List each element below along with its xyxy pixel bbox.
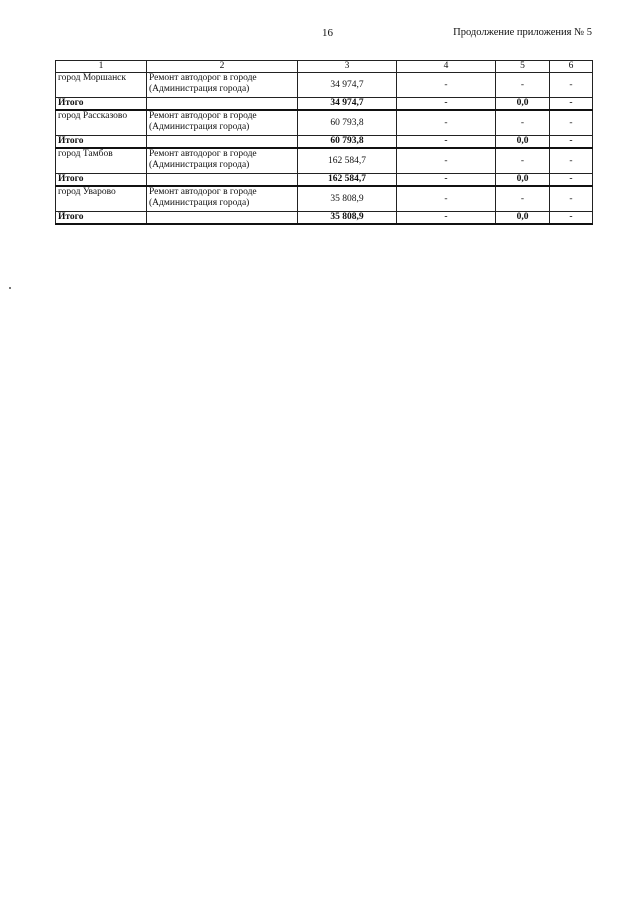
total-label: Итого: [56, 136, 147, 149]
value-cell: -: [496, 73, 550, 98]
empty-cell: [147, 136, 298, 149]
empty-cell: [147, 98, 298, 111]
city-name: город Уварово: [56, 186, 147, 212]
amount-cell: 35 808,9: [298, 186, 397, 212]
table-row: [56, 73, 593, 98]
column-number: 4: [397, 61, 496, 73]
amount-cell: 34 974,7: [298, 73, 397, 98]
amount-cell: 60 793,8: [298, 110, 397, 136]
total-amount: 162 584,7: [298, 174, 397, 187]
total-row: [56, 98, 593, 111]
total-label: Итого: [56, 174, 147, 187]
table-row: [56, 148, 593, 174]
city-name: город Рассказово: [56, 110, 147, 136]
value-cell: -: [397, 98, 496, 111]
continuation-caption: Продолжение приложения № 5: [453, 27, 592, 38]
column-number: 1: [56, 61, 147, 73]
value-cell: -: [397, 136, 496, 149]
value-cell: -: [496, 148, 550, 174]
empty-cell: [147, 174, 298, 187]
value-cell: -: [550, 148, 593, 174]
total-amount: 60 793,8: [298, 136, 397, 149]
value-cell: -: [550, 186, 593, 212]
value-cell: 0,0: [496, 136, 550, 149]
value-cell: -: [550, 174, 593, 187]
city-name: город Тамбов: [56, 148, 147, 174]
total-label: Итого: [56, 212, 147, 225]
total-amount: 35 808,9: [298, 212, 397, 225]
value-cell: -: [397, 186, 496, 212]
value-cell: -: [397, 174, 496, 187]
column-number: 6: [550, 61, 593, 73]
value-cell: 0,0: [496, 98, 550, 111]
table-row: [56, 110, 593, 136]
value-cell: -: [397, 148, 496, 174]
table-row: [56, 186, 593, 212]
total-row: [56, 212, 593, 225]
column-number: 3: [298, 61, 397, 73]
value-cell: -: [397, 110, 496, 136]
value-cell: -: [397, 212, 496, 225]
column-number: 5: [496, 61, 550, 73]
total-amount: 34 974,7: [298, 98, 397, 111]
work-description: Ремонт автодорог в городе (Администрация города): [147, 186, 298, 212]
value-cell: -: [496, 186, 550, 212]
empty-cell: [147, 212, 298, 225]
value-cell: -: [550, 98, 593, 111]
work-description: Ремонт автодорог в городе (Администрация города): [147, 148, 298, 174]
value-cell: 0,0: [496, 174, 550, 187]
total-row: [56, 174, 593, 187]
work-description: Ремонт автодорог в городе (Администрация города): [147, 110, 298, 136]
work-description: Ремонт автодорог в городе (Администрация города): [147, 73, 298, 98]
value-cell: -: [550, 136, 593, 149]
value-cell: -: [550, 73, 593, 98]
page-number: 16: [322, 27, 333, 39]
appendix-table: [55, 60, 593, 225]
column-number-row: [56, 61, 593, 73]
column-number: 2: [147, 61, 298, 73]
total-label: Итого: [56, 98, 147, 111]
value-cell: 0,0: [496, 212, 550, 225]
value-cell: -: [397, 73, 496, 98]
amount-cell: 162 584,7: [298, 148, 397, 174]
total-row: [56, 136, 593, 149]
scan-speck: [9, 287, 11, 289]
value-cell: -: [496, 110, 550, 136]
city-name: город Моршанск: [56, 73, 147, 98]
value-cell: -: [550, 110, 593, 136]
value-cell: -: [550, 212, 593, 225]
